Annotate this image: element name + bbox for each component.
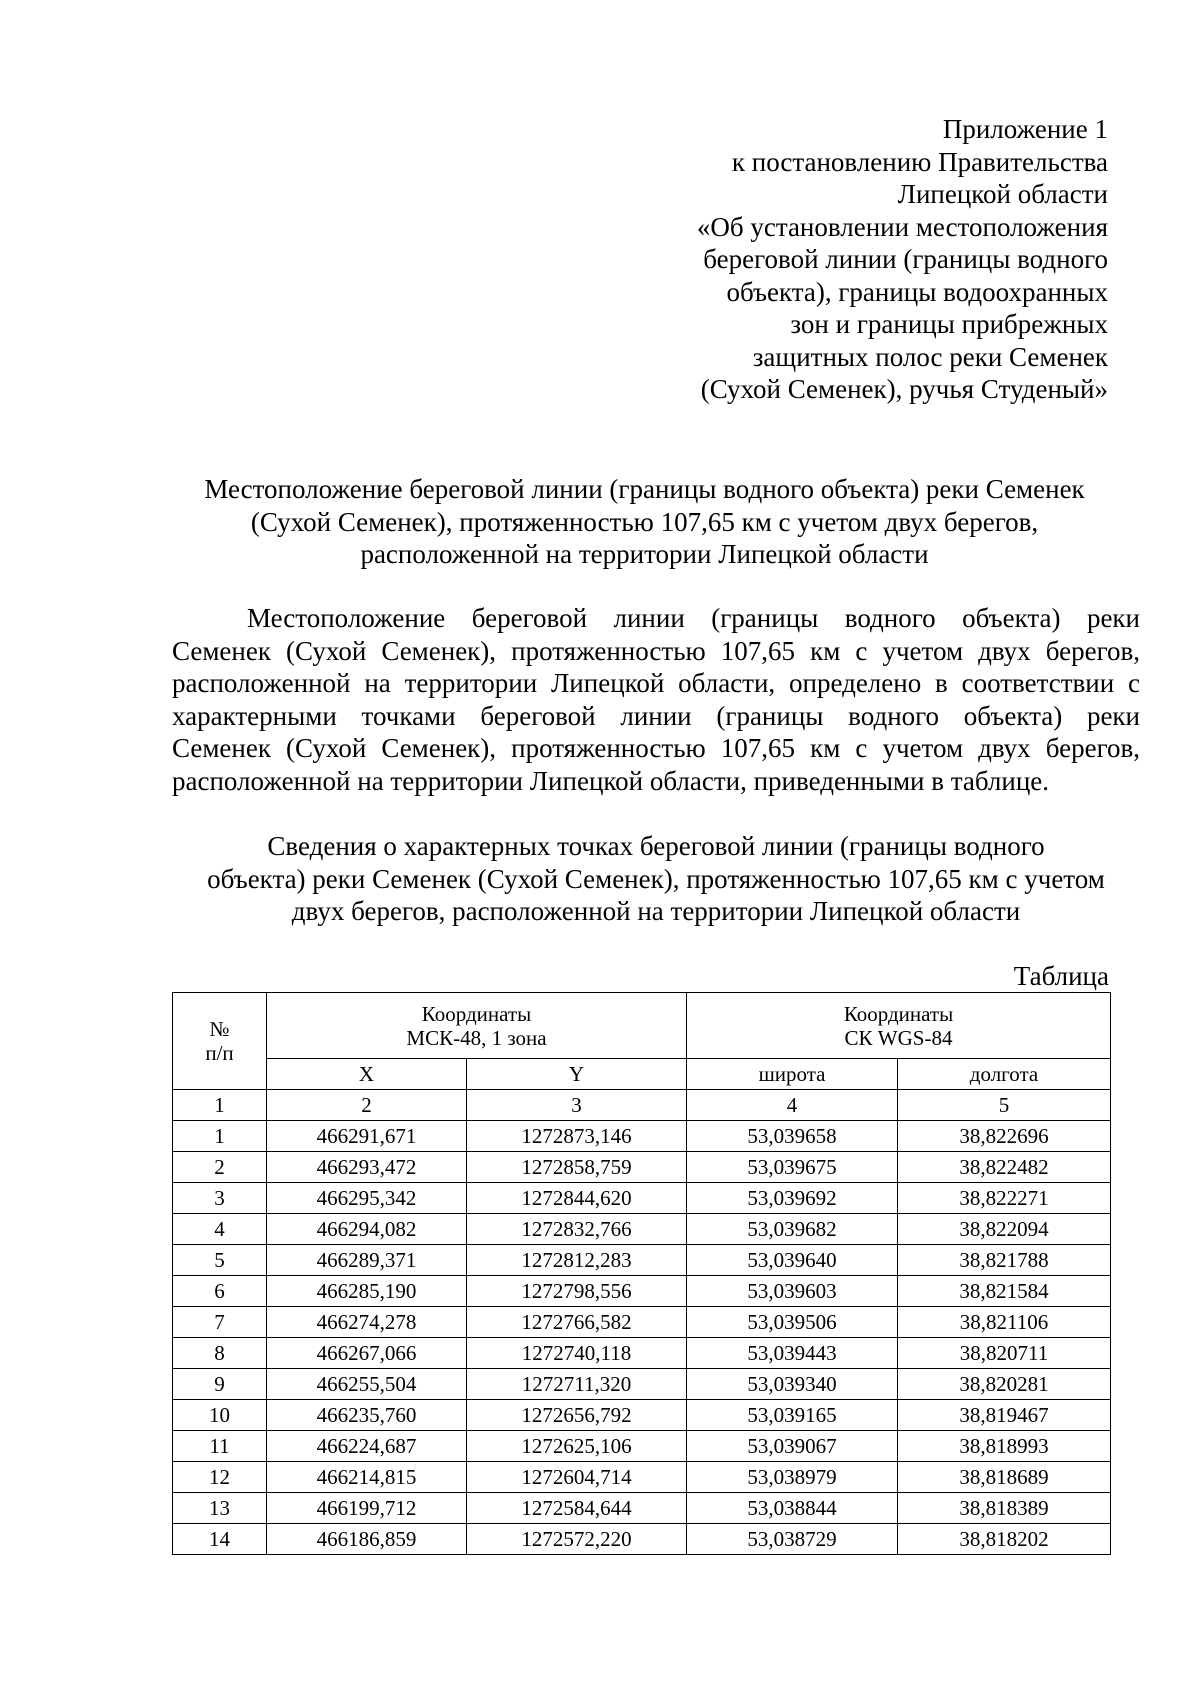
cell-y: 1272625,106 [467, 1431, 687, 1462]
cell-x: 466291,671 [267, 1121, 467, 1152]
cell-longitude: 38,820281 [898, 1369, 1111, 1400]
table-row [173, 1462, 1111, 1493]
appendix-line: береговой линии (границы водного [703, 244, 1108, 274]
body-line: Местоположение береговой линии (границы водного объекта) реки [247, 603, 1140, 633]
table-row [173, 1493, 1111, 1524]
cell-latitude: 53,039340 [687, 1369, 898, 1400]
heading-line: Местоположение береговой линии (границы водного объекта) реки Семенек [204, 474, 1085, 504]
cell-x: 466199,712 [267, 1493, 467, 1524]
cell-latitude: 53,039692 [687, 1183, 898, 1214]
table-row [173, 1524, 1111, 1555]
cell-x: 466285,190 [267, 1276, 467, 1307]
cell-longitude: 38,818993 [898, 1431, 1111, 1462]
cell-longitude: 38,822271 [898, 1183, 1111, 1214]
header-wgs-line1: Координаты [843, 1001, 954, 1026]
table-body [173, 1121, 1111, 1555]
heading-line: расположенной на территории Липецкой области [360, 539, 929, 569]
cell-number: 8 [173, 1338, 267, 1369]
cell-x: 466294,082 [267, 1214, 467, 1245]
cell-y: 1272873,146 [467, 1121, 687, 1152]
table-heading-line: двух берегов, расположенной на территории Липецкой области [291, 896, 1021, 926]
cell-latitude: 53,039603 [687, 1276, 898, 1307]
heading-line: (Сухой Семенек), протяженностью 107,65 км с учетом двух берегов, [250, 506, 1039, 537]
cell-latitude: 53,039675 [687, 1152, 898, 1183]
cell-longitude: 38,822482 [898, 1152, 1111, 1183]
cell-number: 7 [173, 1307, 267, 1338]
table-row [173, 1276, 1111, 1307]
header-wgs-line2: СК WGS-84 [844, 1025, 953, 1050]
cell-number: 5 [173, 1245, 267, 1276]
header-wgs [687, 993, 1111, 1059]
cell-x: 466214,815 [267, 1462, 467, 1493]
cell-y: 1272858,759 [467, 1152, 687, 1183]
cell-number: 12 [173, 1462, 267, 1493]
table-row [173, 1214, 1111, 1245]
cell-number: 4 [173, 1214, 267, 1245]
cell-latitude: 53,039682 [687, 1214, 898, 1245]
cell-x: 466224,687 [267, 1431, 467, 1462]
cell-longitude: 38,821106 [898, 1307, 1111, 1338]
appendix-line: зон и границы прибрежных [790, 309, 1108, 339]
cell-number: 11 [173, 1431, 267, 1462]
cell-y: 1272584,644 [467, 1493, 687, 1524]
cell-longitude: 38,818689 [898, 1462, 1111, 1493]
cell-longitude: 38,821584 [898, 1276, 1111, 1307]
cell-x: 466235,760 [267, 1400, 467, 1431]
cell-y: 1272766,582 [467, 1307, 687, 1338]
cell-latitude: 53,039506 [687, 1307, 898, 1338]
cell-longitude: 38,819467 [898, 1400, 1111, 1431]
cell-latitude: 53,038979 [687, 1462, 898, 1493]
header-msk-line2: МСК-48, 1 зона [406, 1025, 547, 1050]
appendix-line: Липецкой области [897, 179, 1108, 209]
table-row [173, 1400, 1111, 1431]
appendix-line: «Об установлении местоположения [696, 211, 1108, 242]
cell-x: 466295,342 [267, 1183, 467, 1214]
cell-y: 1272604,714 [467, 1462, 687, 1493]
cell-latitude: 53,038729 [687, 1524, 898, 1555]
cell-number: 1 [173, 1121, 267, 1152]
cell-latitude: 53,038844 [687, 1493, 898, 1524]
column-number: 4 [687, 1090, 898, 1121]
cell-latitude: 53,039640 [687, 1245, 898, 1276]
body-line: расположенной на территории Липецкой области, определено в соответствии с [172, 668, 1140, 698]
cell-y: 1272740,118 [467, 1338, 687, 1369]
appendix-block [697, 113, 1108, 406]
appendix-line: защитных полос реки Семенек [752, 341, 1108, 372]
cell-y: 1272844,620 [467, 1183, 687, 1214]
cell-number: 10 [173, 1400, 267, 1431]
body-paragraph [172, 602, 1140, 797]
table-row [173, 1245, 1111, 1276]
cell-longitude: 38,821788 [898, 1245, 1111, 1276]
cell-number: 14 [173, 1524, 267, 1555]
cell-x: 466293,472 [267, 1152, 467, 1183]
body-line: Семенек (Сухой Семенек), протяженностью 107,65 км с учетом двух берегов, [172, 635, 1140, 666]
appendix-line: (Сухой Семенек), ручья Студеный» [700, 374, 1108, 404]
header-latitude: широта [687, 1059, 898, 1090]
column-number: 3 [467, 1090, 687, 1121]
appendix-line: Приложение 1 [942, 114, 1108, 144]
cell-longitude: 38,820711 [898, 1338, 1111, 1369]
cell-y: 1272656,792 [467, 1400, 687, 1431]
header-y: Y [467, 1059, 687, 1090]
cell-y: 1272711,320 [467, 1369, 687, 1400]
body-line: Семенек (Сухой Семенек), протяженностью 107,65 км с учетом двух берегов, [172, 733, 1140, 763]
column-number: 2 [267, 1090, 467, 1121]
header-number-line1: № [209, 1017, 230, 1041]
table-row [173, 1431, 1111, 1462]
cell-y: 1272572,220 [467, 1524, 687, 1555]
appendix-line: объекта), границы водоохранных [726, 276, 1108, 307]
cell-latitude: 53,039658 [687, 1121, 898, 1152]
body-line: расположенной на территории Липецкой области, приведенными в таблице. [172, 765, 1050, 796]
table-heading [172, 830, 1140, 928]
body-line: характерными точками береговой линии (границы водного объекта) реки [172, 700, 1140, 731]
table-row [173, 1121, 1111, 1152]
cell-number: 3 [173, 1183, 267, 1214]
table-label: Таблица [1013, 961, 1109, 991]
coordinates-table [172, 992, 1111, 1555]
cell-latitude: 53,039165 [687, 1400, 898, 1431]
cell-latitude: 53,039067 [687, 1431, 898, 1462]
table-heading-line: объекта) реки Семенек (Сухой Семенек), протяженностью 107,65 км с учетом [207, 863, 1105, 894]
cell-x: 466267,066 [267, 1338, 467, 1369]
table-row [173, 1152, 1111, 1183]
cell-longitude: 38,818389 [898, 1493, 1111, 1524]
table-row [173, 1338, 1111, 1369]
cell-number: 13 [173, 1493, 267, 1524]
cell-x: 466186,859 [267, 1524, 467, 1555]
cell-x: 466289,371 [267, 1245, 467, 1276]
header-longitude: долгота [898, 1059, 1111, 1090]
header-msk [267, 993, 687, 1059]
header-msk-line1: Координаты [421, 1001, 532, 1026]
appendix-line: к постановлению Правительства [731, 146, 1108, 177]
cell-latitude: 53,039443 [687, 1338, 898, 1369]
cell-number: 9 [173, 1369, 267, 1400]
cell-y: 1272812,283 [467, 1245, 687, 1276]
column-number: 1 [173, 1090, 267, 1121]
cell-longitude: 38,822094 [898, 1214, 1111, 1245]
cell-longitude: 38,822696 [898, 1121, 1111, 1152]
document-heading [172, 473, 1117, 571]
cell-y: 1272832,766 [467, 1214, 687, 1245]
cell-number: 2 [173, 1152, 267, 1183]
table-row [173, 1307, 1111, 1338]
header-number-line2: п/п [205, 1041, 234, 1065]
cell-x: 466274,278 [267, 1307, 467, 1338]
cell-longitude: 38,818202 [898, 1524, 1111, 1555]
header-x: X [267, 1059, 467, 1090]
cell-x: 466255,504 [267, 1369, 467, 1400]
cell-y: 1272798,556 [467, 1276, 687, 1307]
table-row [173, 1183, 1111, 1214]
column-number: 5 [898, 1090, 1111, 1121]
header-number [173, 993, 267, 1090]
table-heading-line: Сведения о характерных точках береговой линии (границы водного [267, 831, 1045, 861]
table-row [173, 1369, 1111, 1400]
cell-number: 6 [173, 1276, 267, 1307]
